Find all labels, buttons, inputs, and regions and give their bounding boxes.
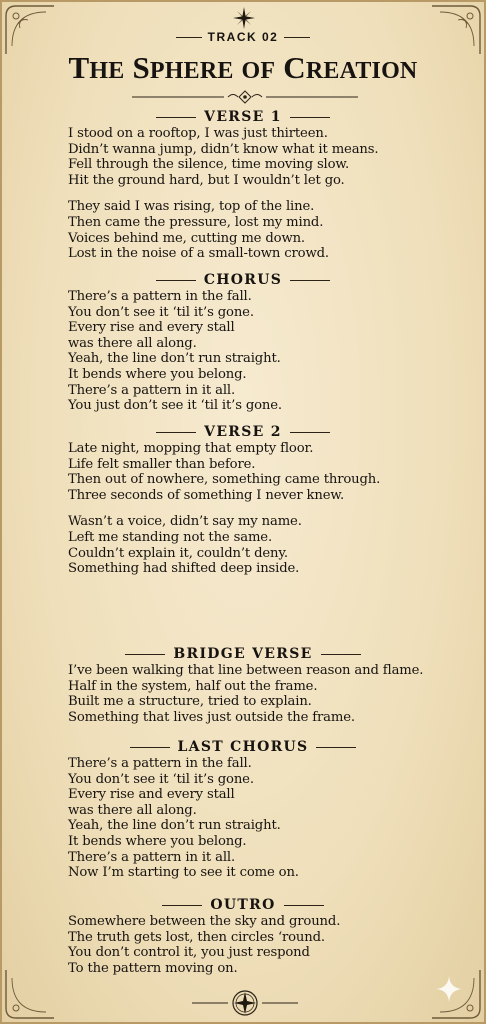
lyric-line: There’s a pattern in it all.: [68, 382, 236, 398]
lyric-line: Built me a structure, tried to explain.: [68, 694, 312, 710]
lyric-line: Then came the pressure, lost my mind.: [68, 214, 324, 230]
lyric-line: You don’t see it ‘til it’s gone.: [68, 771, 254, 787]
stanza: [68, 199, 468, 261]
stanza: [68, 289, 468, 414]
stanza: [68, 756, 468, 881]
compass-star-icon: [233, 7, 255, 29]
lyric-line: Then out of nowhere, something came through.: [68, 472, 381, 488]
lyric-line: Now I’m starting to see it come on.: [68, 865, 299, 881]
lyric-line: was there all along.: [68, 335, 197, 351]
section-heading: VERSE 2: [2, 423, 484, 441]
section-outro: [68, 896, 468, 976]
lyric-line: was there all along.: [68, 802, 197, 818]
lyric-line: Every rise and every stall: [68, 320, 235, 336]
section-verse-1: [68, 108, 468, 262]
track-number: TRACK 02: [207, 30, 279, 44]
section-heading: OUTRO: [2, 896, 484, 914]
section-last-chorus: [68, 738, 468, 881]
lyric-line: You don’t control it, you just respond: [68, 945, 310, 961]
lyric-line: Three seconds of something I never knew.: [68, 487, 345, 503]
lyric-line: Fell through the silence, time moving slow.: [68, 157, 350, 173]
lyric-line: Yeah, the line don’t run straight.: [68, 351, 281, 367]
lyric-line: There’s a pattern in the fall.: [68, 289, 252, 304]
lyric-line: Half in the system, half out the frame.: [68, 678, 318, 694]
track-label: [2, 30, 484, 44]
section-chorus: [68, 271, 468, 414]
sparkle-icon: [436, 976, 462, 1002]
lyric-line: Life felt smaller than before.: [68, 456, 256, 472]
lyric-line: I’ve been walking that line between reason and flame.: [68, 663, 424, 678]
compass-star-icon: [192, 988, 298, 1018]
lyric-line: Something had shifted deep inside.: [68, 561, 300, 577]
section-bridge-verse: [68, 645, 468, 725]
stanza: [68, 514, 468, 576]
corner-flourish-icon: [2, 966, 58, 1022]
page-title: THE SPHERE OF CREATION: [68, 50, 418, 85]
stanza: [68, 441, 468, 503]
stanza: [68, 914, 468, 976]
lyric-line: I stood on a rooftop, I was just thirteen.: [68, 126, 328, 141]
lyric-line: Didn’t wanna jump, didn’t know what it means.: [68, 141, 379, 157]
lyric-line: You just don’t see it ‘til it’s gone.: [68, 398, 282, 414]
lyric-line: You don’t see it ‘til it’s gone.: [68, 304, 254, 320]
stanza: [68, 126, 468, 188]
lyric-line: Every rise and every stall: [68, 787, 235, 803]
section-heading: BRIDGE VERSE: [2, 645, 484, 663]
lyric-line: Voices behind me, cutting me down.: [68, 230, 305, 246]
lyric-line: They said I was rising, top of the line.: [68, 199, 315, 215]
lyric-line: Yeah, the line don’t run straight.: [68, 818, 281, 834]
lyric-line: It bends where you belong.: [68, 833, 247, 849]
lyric-line: There’s a pattern in the fall.: [68, 756, 252, 771]
lyric-line: There’s a pattern in it all.: [68, 849, 236, 865]
lyric-line: The truth gets lost, then circles ‘round.: [68, 929, 325, 945]
lyric-line: Something that lives just outside the frame.: [68, 709, 355, 725]
lyric-line: It bends where you belong.: [68, 366, 247, 382]
lyric-line: Couldn’t explain it, couldn’t deny.: [68, 545, 288, 561]
lyric-line: Wasn’t a voice, didn’t say my name.: [68, 514, 302, 530]
title-divider-ornament: [132, 90, 358, 104]
section-heading: VERSE 1: [2, 108, 484, 126]
lyric-line: Lost in the noise of a small-town crowd.: [68, 246, 329, 262]
lyric-line: Left me standing not the same.: [68, 529, 272, 545]
section-verse-2: [68, 423, 468, 577]
lyric-line: Late night, mopping that empty floor.: [68, 441, 314, 456]
section-heading: LAST CHORUS: [2, 738, 484, 756]
section-heading: CHORUS: [2, 271, 484, 289]
lyric-line: Somewhere between the sky and ground.: [68, 914, 341, 929]
stanza: [68, 663, 468, 725]
lyric-line: Hit the ground hard, but I wouldn’t let go.: [68, 172, 345, 188]
lyric-line: To the pattern moving on.: [68, 960, 238, 976]
